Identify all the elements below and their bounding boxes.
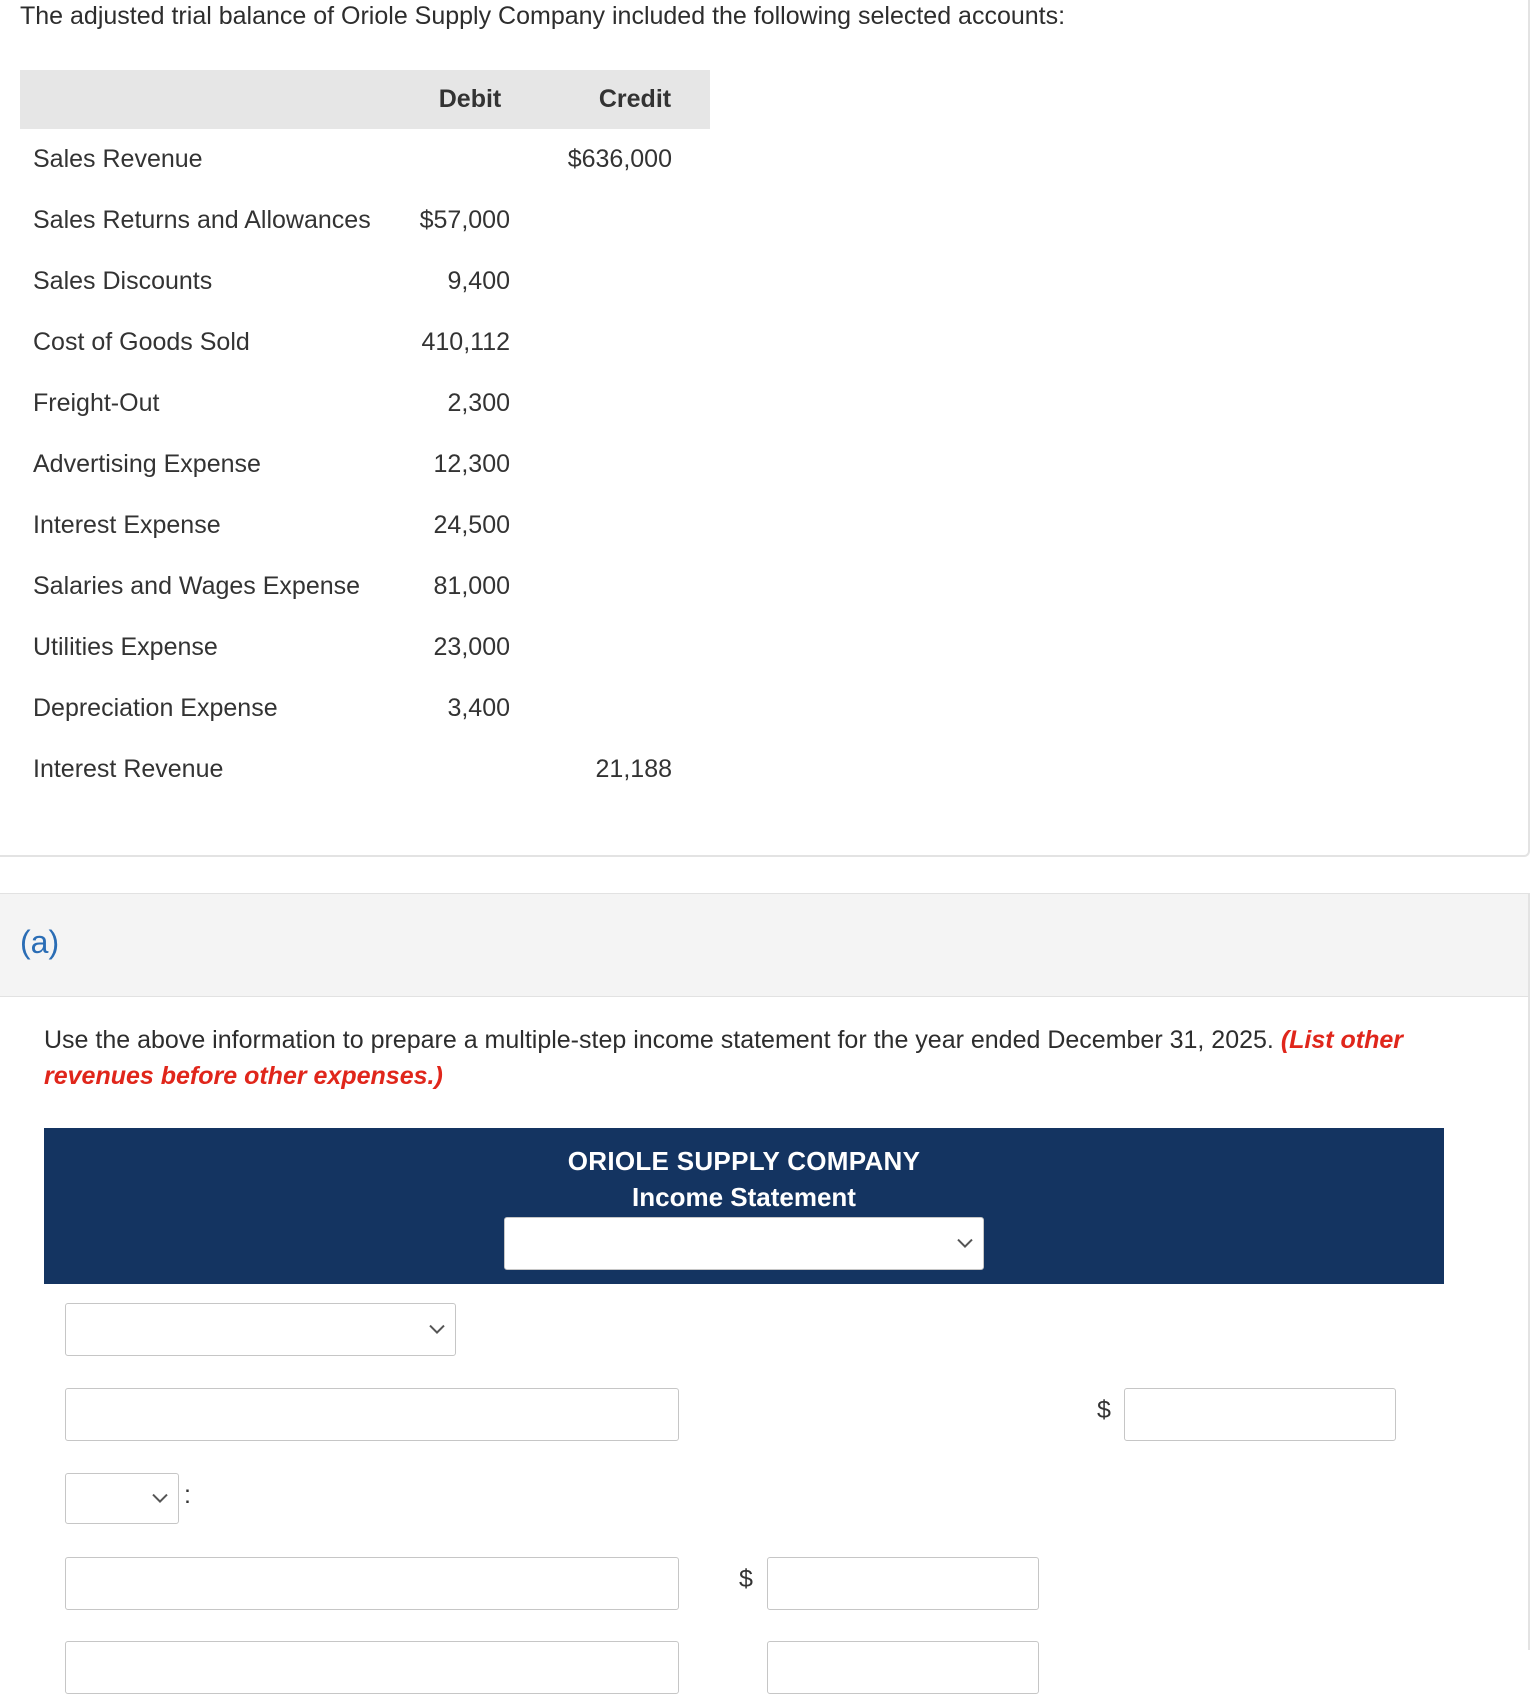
panel-border xyxy=(1528,997,1530,1650)
debit-amount: 410,112 xyxy=(421,328,510,356)
instructions-text: Use the above information to prepare a multiple-step income statement for the year ended December 31, 2025. xyxy=(44,1026,1281,1054)
currency-symbol: $ xyxy=(1097,1396,1111,1424)
amount-input-4[interactable] xyxy=(767,1557,1039,1610)
label-select-3[interactable] xyxy=(65,1473,179,1524)
part-label: (a) xyxy=(20,924,60,960)
account-name: Salaries and Wages Expense xyxy=(33,572,361,600)
trial-balance-header xyxy=(20,70,710,129)
chevron-down-icon xyxy=(955,1235,975,1249)
debit-amount: 12,300 xyxy=(433,450,510,478)
trial-balance-row xyxy=(20,312,710,373)
debit-amount: 2,300 xyxy=(447,389,510,417)
credit-amount: 21,188 xyxy=(595,755,672,783)
part-a-bar xyxy=(0,893,1530,997)
chevron-down-icon xyxy=(427,1321,447,1335)
account-input-2[interactable] xyxy=(65,1388,679,1441)
amount-input-2[interactable] xyxy=(1124,1388,1396,1441)
company-name: ORIOLE SUPPLY COMPANY xyxy=(567,1146,921,1176)
debit-amount: 3,400 xyxy=(447,694,510,722)
currency-symbol: $ xyxy=(739,1565,753,1593)
instructions xyxy=(44,1022,1444,1094)
account-name: Freight-Out xyxy=(33,389,160,417)
trial-balance-row xyxy=(20,617,710,678)
chevron-down-icon xyxy=(150,1490,170,1504)
account-name: Sales Returns and Allowances xyxy=(33,206,371,234)
debit-amount: 9,400 xyxy=(447,267,510,295)
account-name: Utilities Expense xyxy=(33,633,218,661)
credit-amount: $636,000 xyxy=(567,145,672,173)
instructions-emphasis: (List other revenues before other expenses.) xyxy=(44,1026,1404,1090)
account-name: Advertising Expense xyxy=(33,450,261,478)
trial-balance-row xyxy=(20,556,710,617)
account-name: Sales Revenue xyxy=(33,145,203,173)
debit-amount: $57,000 xyxy=(419,206,510,234)
section-select-1[interactable] xyxy=(65,1303,456,1356)
amount-input-5[interactable] xyxy=(767,1641,1039,1694)
intro-text: The adjusted trial balance of Oriole Supply Company included the following selected accounts: xyxy=(20,2,1066,30)
debit-amount: 81,000 xyxy=(433,572,510,600)
credit-header: Credit xyxy=(598,85,672,113)
trial-balance-row xyxy=(20,129,710,190)
period-select[interactable] xyxy=(504,1217,984,1270)
account-name: Depreciation Expense xyxy=(33,694,278,722)
account-input-4[interactable] xyxy=(65,1557,679,1610)
account-name: Interest Revenue xyxy=(33,755,224,783)
account-input-5[interactable] xyxy=(65,1641,679,1694)
trial-balance-row xyxy=(20,251,710,312)
account-name: Cost of Goods Sold xyxy=(33,328,250,356)
debit-amount: 24,500 xyxy=(433,511,510,539)
statement-title: Income Statement xyxy=(632,1182,856,1212)
trial-balance-row xyxy=(20,373,710,434)
colon-label: : xyxy=(184,1481,191,1509)
debit-header: Debit xyxy=(438,85,502,113)
trial-balance-row xyxy=(20,495,710,556)
trial-balance-row xyxy=(20,190,710,251)
trial-balance-row xyxy=(20,678,710,739)
income-statement-header xyxy=(44,1128,1444,1284)
trial-balance-row xyxy=(20,739,710,800)
trial-balance-row xyxy=(20,434,710,495)
debit-amount: 23,000 xyxy=(433,633,510,661)
account-name: Interest Expense xyxy=(33,511,221,539)
account-name: Sales Discounts xyxy=(33,267,213,295)
